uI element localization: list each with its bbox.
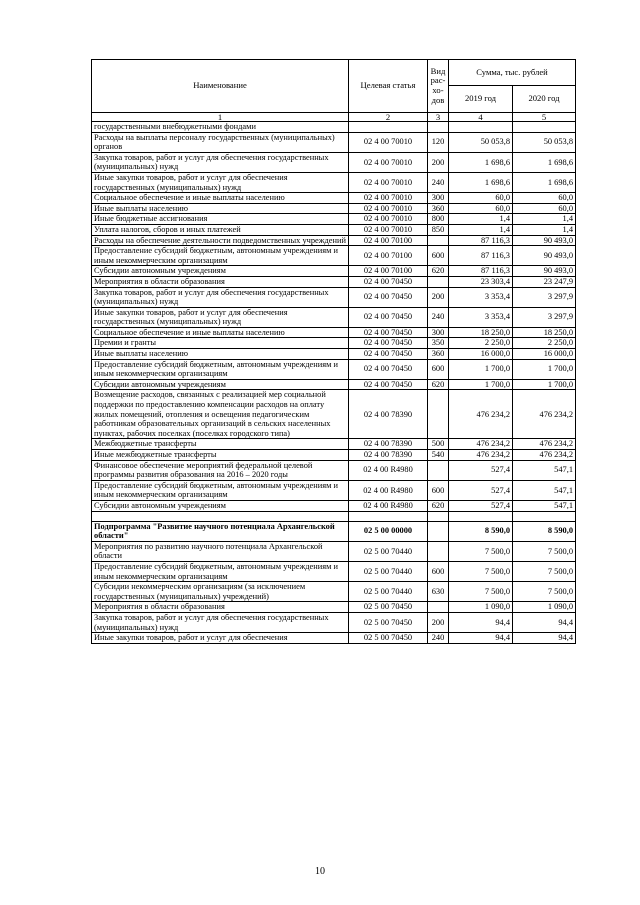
row-name: Предоставление субсидий бюджетным, автономным учреждениям и иным некоммерческим организациям xyxy=(92,561,349,581)
row-name: Социальное обеспечение и иные выплаты населению xyxy=(92,327,349,338)
table-row xyxy=(92,246,576,266)
row-expense-type xyxy=(428,460,449,480)
row-expense-type xyxy=(428,122,449,133)
row-expense-type: 200 xyxy=(428,612,449,632)
row-sum-2019: 94,4 xyxy=(449,633,513,644)
table-row xyxy=(92,172,576,192)
column-index: 1 xyxy=(92,113,349,122)
row-name: Расходы на обеспечение деятельности подведомственных учреждений xyxy=(92,235,349,246)
row-target-article: 02 5 00 70450 xyxy=(349,602,428,613)
row-sum-2019: 7 500,0 xyxy=(449,561,513,581)
header-name: Наименование xyxy=(92,60,349,113)
row-target-article: 02 4 00 78390 xyxy=(349,439,428,450)
row-target-article: 02 4 00 70450 xyxy=(349,287,428,307)
row-name: Предоставление субсидий бюджетным, автономным учреждениям и иным некоммерческим организациям xyxy=(92,480,349,500)
row-sum-2019: 16 000,0 xyxy=(449,349,513,360)
row-name: Субсидии автономным учреждениям xyxy=(92,500,349,511)
row-expense-type: 240 xyxy=(428,172,449,192)
row-sum-2019: 1 698,6 xyxy=(449,152,513,172)
row-sum-2019: 1 700,0 xyxy=(449,359,513,379)
header-sum: Сумма, тыс. рублей xyxy=(449,60,576,86)
table-row xyxy=(92,203,576,214)
row-sum-2020: 476 234,2 xyxy=(513,390,576,439)
header-year-2020: 2020 год xyxy=(513,86,576,113)
row-sum-2019: 1 090,0 xyxy=(449,602,513,613)
table-row xyxy=(92,152,576,172)
table-body xyxy=(92,122,576,644)
row-expense-type xyxy=(428,511,449,521)
row-sum-2019: 2 250,0 xyxy=(449,338,513,349)
row-name: Уплата налогов, сборов и иных платежей xyxy=(92,224,349,235)
row-name: Иные выплаты населению xyxy=(92,203,349,214)
row-target-article: 02 5 00 70440 xyxy=(349,541,428,561)
table-row xyxy=(92,224,576,235)
row-name: Субсидии автономным учреждениям xyxy=(92,266,349,277)
row-expense-type: 200 xyxy=(428,152,449,172)
row-sum-2020: 7 500,0 xyxy=(513,541,576,561)
row-name: Закупка товаров, работ и услуг для обеспечения государственных (муниципальных) нужд xyxy=(92,287,349,307)
row-sum-2019: 3 353,4 xyxy=(449,307,513,327)
row-target-article: 02 4 00 70450 xyxy=(349,338,428,349)
row-sum-2020: 60,0 xyxy=(513,203,576,214)
row-name: Закупка товаров, работ и услуг для обеспечения государственных (муниципальных) нужд xyxy=(92,612,349,632)
row-name: Иные выплаты населению xyxy=(92,349,349,360)
row-name: государственными внебюджетными фондами xyxy=(92,122,349,133)
row-name: Предоставление субсидий бюджетным, автономным учреждениям и иным некоммерческим организациям xyxy=(92,359,349,379)
row-sum-2020: 90 493,0 xyxy=(513,266,576,277)
row-sum-2020: 476 234,2 xyxy=(513,439,576,450)
table-row xyxy=(92,287,576,307)
row-sum-2019: 1,4 xyxy=(449,214,513,225)
row-target-article: 02 4 00 70010 xyxy=(349,152,428,172)
row-sum-2019: 87 116,3 xyxy=(449,266,513,277)
table-row xyxy=(92,338,576,349)
table-row xyxy=(92,266,576,277)
row-expense-type xyxy=(428,541,449,561)
row-name: Возмещение расходов, связанных с реализацией мер социальной поддержки по предоставлению компенсации расходов на оплату жилых помещений, отопления и освещения педагогическим работникам образовательных организаций в сельских населенных пунктах, рабочих поселках (поселках городского типа) xyxy=(92,390,349,439)
row-expense-type: 240 xyxy=(428,633,449,644)
row-sum-2020 xyxy=(513,511,576,521)
row-target-article: 02 4 00 70010 xyxy=(349,203,428,214)
row-sum-2019: 1,4 xyxy=(449,224,513,235)
row-name: Премии и гранты xyxy=(92,338,349,349)
row-target-article: 02 4 00 70450 xyxy=(349,379,428,390)
row-sum-2019: 60,0 xyxy=(449,193,513,204)
row-target-article: 02 4 00 70450 xyxy=(349,359,428,379)
table-row xyxy=(92,480,576,500)
row-target-article: 02 4 00 70100 xyxy=(349,246,428,266)
row-expense-type: 350 xyxy=(428,338,449,349)
row-target-article xyxy=(349,511,428,521)
row-sum-2019: 60,0 xyxy=(449,203,513,214)
table-row xyxy=(92,327,576,338)
table-row xyxy=(92,193,576,204)
table-row xyxy=(92,602,576,613)
row-sum-2019: 50 053,8 xyxy=(449,132,513,152)
row-name: Финансовое обеспечение мероприятий федеральной целевой программы развития образования на 2016 – 2020 годы xyxy=(92,460,349,480)
table-row xyxy=(92,349,576,360)
row-expense-type: 620 xyxy=(428,500,449,511)
row-target-article: 02 5 00 00000 xyxy=(349,521,428,541)
row-expense-type: 540 xyxy=(428,450,449,461)
row-name: Иные межбюджетные трансферты xyxy=(92,450,349,461)
row-sum-2019: 7 500,0 xyxy=(449,582,513,602)
row-name: Межбюджетные трансферты xyxy=(92,439,349,450)
row-target-article: 02 4 00 70010 xyxy=(349,214,428,225)
row-expense-type: 300 xyxy=(428,327,449,338)
row-name: Субсидии автономным учреждениям xyxy=(92,379,349,390)
row-sum-2019: 87 116,3 xyxy=(449,235,513,246)
row-sum-2020: 1,4 xyxy=(513,224,576,235)
row-expense-type: 620 xyxy=(428,379,449,390)
table-row xyxy=(92,276,576,287)
row-target-article: 02 4 00 70010 xyxy=(349,224,428,235)
row-target-article: 02 5 00 70450 xyxy=(349,612,428,632)
row-name: Подпрограмма "Развитие научного потенциала Архангельской области" xyxy=(92,521,349,541)
row-sum-2020: 8 590,0 xyxy=(513,521,576,541)
table-row xyxy=(92,450,576,461)
row-sum-2019: 1 700,0 xyxy=(449,379,513,390)
row-sum-2020: 50 053,8 xyxy=(513,132,576,152)
row-target-article: 02 4 00 70450 xyxy=(349,327,428,338)
row-expense-type xyxy=(428,602,449,613)
row-sum-2019 xyxy=(449,122,513,133)
row-sum-2020: 94,4 xyxy=(513,633,576,644)
row-target-article xyxy=(349,122,428,133)
row-target-article: 02 5 00 70440 xyxy=(349,561,428,581)
row-expense-type: 600 xyxy=(428,246,449,266)
row-sum-2020: 547,1 xyxy=(513,480,576,500)
budget-table xyxy=(91,59,576,644)
table-row xyxy=(92,379,576,390)
row-sum-2019: 527,4 xyxy=(449,500,513,511)
row-sum-2020: 7 500,0 xyxy=(513,582,576,602)
row-sum-2020: 1 700,0 xyxy=(513,359,576,379)
row-sum-2020: 16 000,0 xyxy=(513,349,576,360)
row-sum-2020: 90 493,0 xyxy=(513,246,576,266)
row-target-article: 02 4 00 70010 xyxy=(349,132,428,152)
row-expense-type: 600 xyxy=(428,359,449,379)
table-row xyxy=(92,122,576,133)
row-name: Иные закупки товаров, работ и услуг для обеспечения xyxy=(92,633,349,644)
table-row xyxy=(92,541,576,561)
row-sum-2020: 1,4 xyxy=(513,214,576,225)
column-index: 5 xyxy=(513,113,576,122)
row-name: Мероприятия по развитию научного потенциала Архангельской области xyxy=(92,541,349,561)
row-sum-2019: 23 303,4 xyxy=(449,276,513,287)
row-target-article: 02 4 00 78390 xyxy=(349,450,428,461)
row-expense-type: 360 xyxy=(428,349,449,360)
row-sum-2020: 18 250,0 xyxy=(513,327,576,338)
row-target-article: 02 4 00 70450 xyxy=(349,349,428,360)
row-name: Закупка товаров, работ и услуг для обеспечения государственных (муниципальных) нужд xyxy=(92,152,349,172)
table-row xyxy=(92,633,576,644)
row-sum-2019: 476 234,2 xyxy=(449,439,513,450)
row-name: Иные закупки товаров, работ и услуг для обеспечения государственных (муниципальных) нужд xyxy=(92,307,349,327)
table-header xyxy=(92,60,576,122)
table-row xyxy=(92,132,576,152)
row-sum-2019: 527,4 xyxy=(449,460,513,480)
row-sum-2020: 90 493,0 xyxy=(513,235,576,246)
row-target-article: 02 4 00 70100 xyxy=(349,266,428,277)
row-expense-type: 620 xyxy=(428,266,449,277)
row-expense-type: 360 xyxy=(428,203,449,214)
table-row xyxy=(92,460,576,480)
row-sum-2020: 3 297,9 xyxy=(513,287,576,307)
row-sum-2019: 87 116,3 xyxy=(449,246,513,266)
row-target-article: 02 4 00 70010 xyxy=(349,172,428,192)
row-expense-type: 300 xyxy=(428,193,449,204)
row-sum-2019 xyxy=(449,511,513,521)
row-sum-2019: 18 250,0 xyxy=(449,327,513,338)
row-sum-2020: 1 700,0 xyxy=(513,379,576,390)
row-sum-2019: 1 698,6 xyxy=(449,172,513,192)
row-sum-2020: 1 090,0 xyxy=(513,602,576,613)
row-sum-2019: 7 500,0 xyxy=(449,541,513,561)
row-sum-2019: 3 353,4 xyxy=(449,287,513,307)
row-name: Иные бюджетные ассигнования xyxy=(92,214,349,225)
table-row xyxy=(92,390,576,439)
row-sum-2020: 60,0 xyxy=(513,193,576,204)
column-index: 4 xyxy=(449,113,513,122)
row-name: Субсидии некоммерческим организациям (за исключением государственных (муниципальных) учреждений) xyxy=(92,582,349,602)
row-expense-type: 200 xyxy=(428,287,449,307)
header-expense-type: Вид рас-хо-дов xyxy=(428,60,449,113)
row-target-article: 02 4 00 R4980 xyxy=(349,460,428,480)
row-sum-2019: 527,4 xyxy=(449,480,513,500)
row-name: Мероприятия в области образования xyxy=(92,602,349,613)
row-expense-type: 120 xyxy=(428,132,449,152)
row-sum-2020: 547,1 xyxy=(513,460,576,480)
row-sum-2019: 476 234,2 xyxy=(449,450,513,461)
row-target-article: 02 5 00 70450 xyxy=(349,633,428,644)
row-sum-2020: 3 297,9 xyxy=(513,307,576,327)
row-expense-type: 800 xyxy=(428,214,449,225)
row-expense-type: 600 xyxy=(428,561,449,581)
row-expense-type xyxy=(428,235,449,246)
row-target-article: 02 5 00 70440 xyxy=(349,582,428,602)
row-target-article: 02 4 00 70010 xyxy=(349,193,428,204)
table-row xyxy=(92,439,576,450)
row-expense-type: 630 xyxy=(428,582,449,602)
row-sum-2020: 1 698,6 xyxy=(513,172,576,192)
table-row xyxy=(92,561,576,581)
header-target-article: Целевая статья xyxy=(349,60,428,113)
column-index: 2 xyxy=(349,113,428,122)
row-expense-type xyxy=(428,521,449,541)
row-target-article: 02 4 00 70450 xyxy=(349,276,428,287)
row-sum-2020: 94,4 xyxy=(513,612,576,632)
row-name: Социальное обеспечение и иные выплаты населению xyxy=(92,193,349,204)
row-sum-2019: 476 234,2 xyxy=(449,390,513,439)
table-row xyxy=(92,307,576,327)
column-index: 3 xyxy=(428,113,449,122)
row-name: Иные закупки товаров, работ и услуг для обеспечения государственных (муниципальных) нужд xyxy=(92,172,349,192)
row-target-article: 02 4 00 R4980 xyxy=(349,500,428,511)
row-sum-2020: 547,1 xyxy=(513,500,576,511)
row-expense-type: 600 xyxy=(428,480,449,500)
table-row xyxy=(92,359,576,379)
row-expense-type xyxy=(428,276,449,287)
row-expense-type: 240 xyxy=(428,307,449,327)
table-row xyxy=(92,612,576,632)
row-sum-2020: 2 250,0 xyxy=(513,338,576,349)
table-row xyxy=(92,214,576,225)
row-name: Расходы на выплаты персоналу государственных (муниципальных) органов xyxy=(92,132,349,152)
row-sum-2020: 476 234,2 xyxy=(513,450,576,461)
row-expense-type: 500 xyxy=(428,439,449,450)
row-name xyxy=(92,511,349,521)
table-row xyxy=(92,235,576,246)
header-year-2019: 2019 год xyxy=(449,86,513,113)
table-row xyxy=(92,500,576,511)
row-sum-2019: 94,4 xyxy=(449,612,513,632)
row-sum-2019: 8 590,0 xyxy=(449,521,513,541)
table-row xyxy=(92,521,576,541)
row-sum-2020: 7 500,0 xyxy=(513,561,576,581)
row-sum-2020: 23 247,9 xyxy=(513,276,576,287)
row-target-article: 02 4 00 70100 xyxy=(349,235,428,246)
table-row xyxy=(92,582,576,602)
row-target-article: 02 4 00 78390 xyxy=(349,390,428,439)
row-sum-2020 xyxy=(513,122,576,133)
row-target-article: 02 4 00 70450 xyxy=(349,307,428,327)
table-row xyxy=(92,511,576,521)
row-name: Мероприятия в области образования xyxy=(92,276,349,287)
row-sum-2020: 1 698,6 xyxy=(513,152,576,172)
row-expense-type xyxy=(428,390,449,439)
row-target-article: 02 4 00 R4980 xyxy=(349,480,428,500)
page-number: 10 xyxy=(315,866,325,877)
row-expense-type: 850 xyxy=(428,224,449,235)
row-name: Предоставление субсидий бюджетным, автономным учреждениям и иным некоммерческим организациям xyxy=(92,246,349,266)
